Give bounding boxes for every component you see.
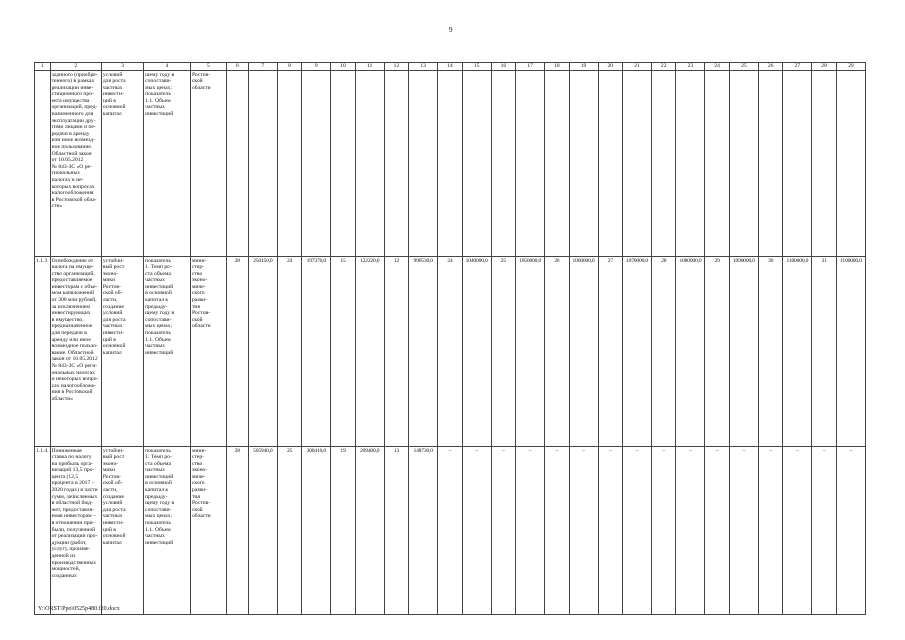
value-cell: 30 [758, 257, 783, 447]
column-number-cell: 11 [355, 63, 384, 71]
value-cell: – [545, 447, 570, 615]
column-number-cell: 5 [190, 63, 226, 71]
column-number-cell: 3 [101, 63, 143, 71]
indicator-cell: показатель 1. Темп ро- ста объема частных инвестиций в основной капитал к предыду- щему году в сопостави- мых ценах; показатель 1.1. Объем частных инвестиций [144, 447, 191, 615]
value-cell [516, 71, 545, 257]
table-row [35, 447, 866, 615]
value-cell [545, 71, 570, 257]
indicator-cell: показатель 1. Темп ро- ста объема частных инвестиций в основной капитал к предыду- щему году в сопостави- мых ценах; показатель 1.1. Объем частных инвестиций [144, 257, 191, 447]
value-cell [409, 71, 438, 257]
column-number-cell: 10 [331, 63, 356, 71]
value-cell [462, 71, 491, 257]
column-number-cell: 4 [144, 63, 191, 71]
value-cell: 1100000,0 [836, 257, 865, 447]
column-number-cell: 7 [248, 63, 277, 71]
value-cell [783, 71, 812, 257]
value-cell: 300410,0 [302, 447, 331, 615]
column-number-cell: 24 [705, 63, 730, 71]
value-cell [226, 71, 248, 257]
executor-cell: мини- стер- ство эконо- миче- ского разви- тия Ростов- ской области [190, 447, 226, 615]
column-number-cell: 19 [569, 63, 598, 71]
value-cell: 25 [491, 257, 516, 447]
value-cell [598, 71, 623, 257]
value-cell [812, 71, 837, 257]
value-cell: 505940,0 [248, 447, 277, 615]
value-cell [651, 71, 676, 257]
value-cell: – [651, 447, 676, 615]
value-cell: 28 [651, 257, 676, 447]
value-cell [491, 71, 516, 257]
column-number-cell: 26 [758, 63, 783, 71]
value-cell [277, 71, 302, 257]
indicator-cell: шему году в сопостави- мых ценах; показатель 1.1. Объем частных инвестиций [144, 71, 191, 257]
column-number-cell: 23 [676, 63, 705, 71]
value-cell: – [462, 447, 491, 615]
value-cell [676, 71, 705, 257]
value-cell [705, 71, 730, 257]
value-cell: 1080000,0 [676, 257, 705, 447]
column-number-cell: 27 [783, 63, 812, 71]
value-cell [438, 71, 463, 257]
column-number-cell: 6 [226, 63, 248, 71]
value-cell: 24 [438, 257, 463, 447]
executor-cell: мини- стер- ство эконо- миче- ского разви- тия Ростов- ской области [190, 257, 226, 447]
value-cell [248, 71, 277, 257]
value-cell [355, 71, 384, 257]
goal-cell: устойчи- вый рост эконо- мики Ростов- ской об- ласти, создание условий для роста частных инвести- ций в основной капитал [101, 447, 143, 615]
value-cell: 1090000,0 [729, 257, 758, 447]
column-number-cell: 29 [836, 63, 865, 71]
value-cell: – [758, 447, 783, 615]
value-cell: 12 [384, 257, 409, 447]
value-cell: 26 [545, 257, 570, 447]
value-cell [758, 71, 783, 257]
column-number-cell: 12 [384, 63, 409, 71]
value-cell [331, 71, 356, 257]
value-cell: 28 [226, 257, 248, 447]
value-cell [729, 71, 758, 257]
value-cell: 15 [331, 257, 356, 447]
column-number-cell: 1 [35, 63, 51, 71]
value-cell: – [705, 447, 730, 615]
goal-cell: условий для роста частных инвести- ций в основной капитал [101, 71, 143, 257]
value-cell: 1070000,0 [623, 257, 652, 447]
column-number-cell: 22 [651, 63, 676, 71]
value-cell: – [516, 447, 545, 615]
column-number-cell: 20 [598, 63, 623, 71]
value-cell: – [676, 447, 705, 615]
value-cell [302, 71, 331, 257]
column-number-cell: 9 [302, 63, 331, 71]
value-cell: – [729, 447, 758, 615]
column-number-row [35, 63, 866, 71]
value-cell: 13 [384, 447, 409, 615]
value-cell: – [438, 447, 463, 615]
value-cell: – [783, 447, 812, 615]
column-number-cell: 18 [545, 63, 570, 71]
column-number-cell: 17 [516, 63, 545, 71]
program-table [34, 62, 866, 615]
value-cell: 25 [277, 447, 302, 615]
measure-description-cell: Освобождение от налога на имуще- ство организаций, предоставляемое инвесторам с объе- мом капвложений от 300 млн рублей, за исключением инвестирующих в имущество, предназначенное для передачи в аренду или иное возмездное пользо- вание. Областной закон от 10.05.2012 № 843-ЗС «О реги- ональных налогах и некоторых вопро- сах налогообложе- ния в Ростовской области» [50, 257, 101, 447]
value-cell: – [623, 447, 652, 615]
value-cell: 250150,0 [248, 257, 277, 447]
column-number-cell: 16 [491, 63, 516, 71]
row-number-cell: 1.1.4. [35, 447, 51, 615]
value-cell: 19 [331, 447, 356, 615]
column-number-cell: 28 [812, 63, 837, 71]
column-number-cell: 14 [438, 63, 463, 71]
value-cell: 24 [277, 257, 302, 447]
value-cell: – [812, 447, 837, 615]
value-cell: 28 [226, 447, 248, 615]
column-number-cell: 25 [729, 63, 758, 71]
column-number-cell: 15 [462, 63, 491, 71]
value-cell: – [598, 447, 623, 615]
footer-file-path: Y:\ORST\Ppo\0525p480.f20.docx [38, 606, 120, 612]
column-number-cell: 2 [50, 63, 101, 71]
value-cell [384, 71, 409, 257]
value-cell [623, 71, 652, 257]
table-row [35, 71, 866, 257]
row-number-cell: 1.1.3. [35, 257, 51, 447]
measure-description-cell: зданного (приобре- тенного) в рамках реализации инве- стиционного про- екта имущества организаций, пред- назначенного для эксплуатации дру- гими лицами и пе- редачи в аренду или иное возмезд- ное пользование. Областной закон от 10.05.2012 № 843-ЗС «О ре- гиональных налогах и не- которых вопросах налогообложения в Ростовской обла- сти» [50, 71, 101, 257]
value-cell: 1040000,0 [462, 257, 491, 447]
value-cell: 31 [812, 257, 837, 447]
measure-description-cell: Пониженная ставка по налогу на прибыль орга- низаций 13,5 про- цента (12,5 процента в 2017 – 2020 годах) в части сумм, зачисляемых в областной бюд- жет, предоставля- емая инвесторам – в отношении при- были, полученной от реализации про- дукции (работ, услуг), произве- денной из производственных мощностей, созданных [50, 447, 101, 615]
value-cell: 29 [705, 257, 730, 447]
goal-cell: устойчи- вый рост эконо- мики Ростов- ской об- ласти, создание условий для роста частных инвести- ций в основной капитал [101, 257, 143, 447]
column-number-cell: 21 [623, 63, 652, 71]
column-number-cell: 8 [277, 63, 302, 71]
executor-cell: Ростов- ской области [190, 71, 226, 257]
value-cell: – [836, 447, 865, 615]
row-number-cell [35, 71, 51, 257]
value-cell: 148730,0 [409, 447, 438, 615]
value-cell: – [491, 447, 516, 615]
value-cell [836, 71, 865, 257]
value-cell: 996530,0 [409, 257, 438, 447]
value-cell: 209400,0 [355, 447, 384, 615]
value-cell: – [569, 447, 598, 615]
value-cell: 197370,0 [302, 257, 331, 447]
value-cell: 1060000,0 [569, 257, 598, 447]
table-row [35, 257, 866, 447]
page-number: 9 [449, 26, 453, 34]
value-cell: 27 [598, 257, 623, 447]
value-cell [569, 71, 598, 257]
value-cell: 1050000,0 [516, 257, 545, 447]
column-number-cell: 13 [409, 63, 438, 71]
value-cell: 122220,0 [355, 257, 384, 447]
value-cell: 1100000,0 [783, 257, 812, 447]
